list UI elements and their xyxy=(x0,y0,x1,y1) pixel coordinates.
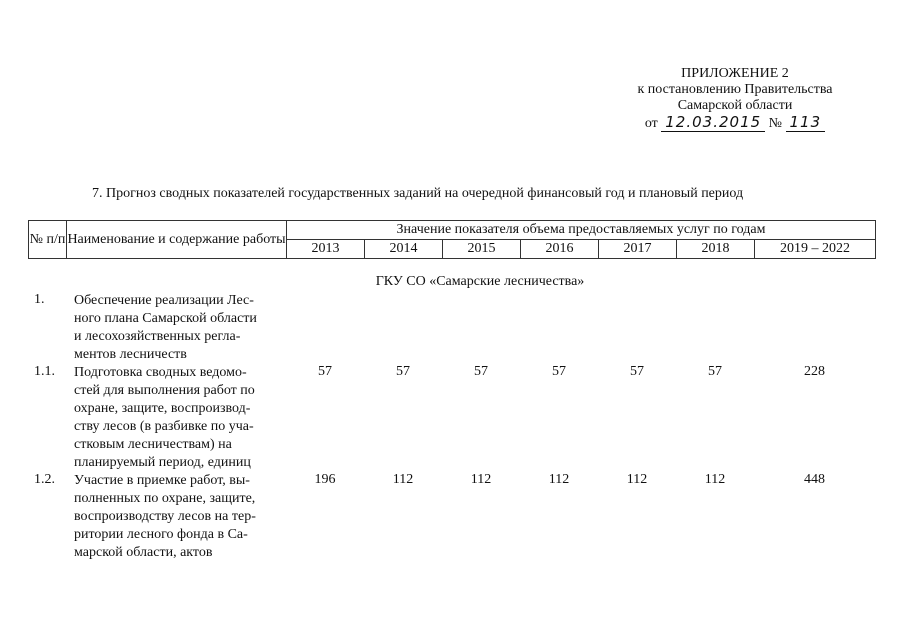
document-title: 7. Прогноз сводных показателей государственных заданий на очередной финансовый год и плановый период xyxy=(92,186,744,201)
row-name-line: ного плана Самарской области xyxy=(74,311,257,326)
row-number: 1.2. xyxy=(34,472,55,487)
row-name-line: ству лесов (в разбивке по уча- xyxy=(74,419,254,434)
header-year: 2016 xyxy=(521,240,599,259)
date-prefix: от xyxy=(644,116,658,131)
row-value: 112 xyxy=(704,472,726,487)
row-name-line: Подготовка сводных ведомо- xyxy=(74,365,247,380)
row-value: 57 xyxy=(630,364,644,379)
table-body xyxy=(28,292,875,562)
table-row xyxy=(28,292,875,364)
row-name xyxy=(74,292,286,364)
row-name-line: воспроизводству лесов на тер- xyxy=(74,509,256,524)
row-value: 196 xyxy=(314,472,336,487)
row-name-line: полненных по охране, защите, xyxy=(74,491,256,506)
row-number: 1. xyxy=(34,292,45,307)
row-name-line: стковым лесничествам) на xyxy=(74,437,232,452)
row-name-line: охране, защите, воспроизвод- xyxy=(74,401,251,416)
table-row xyxy=(28,364,875,472)
row-name-line: марской области, актов xyxy=(74,545,213,560)
row-name-line: стей для выполнения работ по xyxy=(74,383,255,398)
appendix-line-region: Самарской области xyxy=(677,98,793,113)
row-value: 57 xyxy=(318,364,332,379)
appendix-title: ПРИЛОЖЕНИЕ 2 xyxy=(681,66,789,81)
row-value: 112 xyxy=(392,472,414,487)
header-year: 2017 xyxy=(599,240,677,259)
table-row xyxy=(28,472,875,562)
header-num: № п/п xyxy=(29,221,67,259)
header-group: Значение показателя объема предоставляемых услуг по годам xyxy=(287,221,876,240)
row-name-line: и лесохозяйственных регла- xyxy=(74,329,241,344)
appendix-line-resolution: к постановлению Правительства xyxy=(637,82,833,97)
handwritten-date: 12.03.2015 xyxy=(661,113,765,132)
row-value: 57 xyxy=(708,364,722,379)
row-number: 1.1. xyxy=(34,364,55,379)
appendix-block xyxy=(600,66,870,132)
row-name-line: ритории лесного фонда в Са- xyxy=(74,527,248,542)
handwritten-number: 113 xyxy=(786,113,826,132)
organization-heading: ГКУ СО «Самарские лесничества» xyxy=(375,274,585,289)
header-year: 2013 xyxy=(287,240,365,259)
row-value: 112 xyxy=(626,472,648,487)
header-name: Наименование и содержание работы xyxy=(67,221,287,259)
row-value: 57 xyxy=(396,364,410,379)
row-name xyxy=(74,472,286,562)
row-value: 57 xyxy=(474,364,488,379)
row-value: 228 xyxy=(804,364,825,379)
row-name-line: Участие в приемке работ, вы- xyxy=(74,473,250,488)
row-name xyxy=(74,364,286,472)
header-year: 2018 xyxy=(677,240,755,259)
header-year: 2019 – 2022 xyxy=(755,240,876,259)
row-value: 57 xyxy=(552,364,566,379)
table-header xyxy=(28,220,876,259)
row-name-line: ментов лесничеств xyxy=(74,347,187,362)
appendix-date-line xyxy=(600,114,870,132)
row-value: 448 xyxy=(804,472,825,487)
row-name-line: Обеспечение реализации Лес- xyxy=(74,293,254,308)
header-year: 2014 xyxy=(365,240,443,259)
header-year: 2015 xyxy=(443,240,521,259)
row-name-line: планируемый период, единиц xyxy=(74,455,251,470)
row-value: 112 xyxy=(470,472,492,487)
number-label: № xyxy=(768,116,783,131)
row-value: 112 xyxy=(548,472,570,487)
